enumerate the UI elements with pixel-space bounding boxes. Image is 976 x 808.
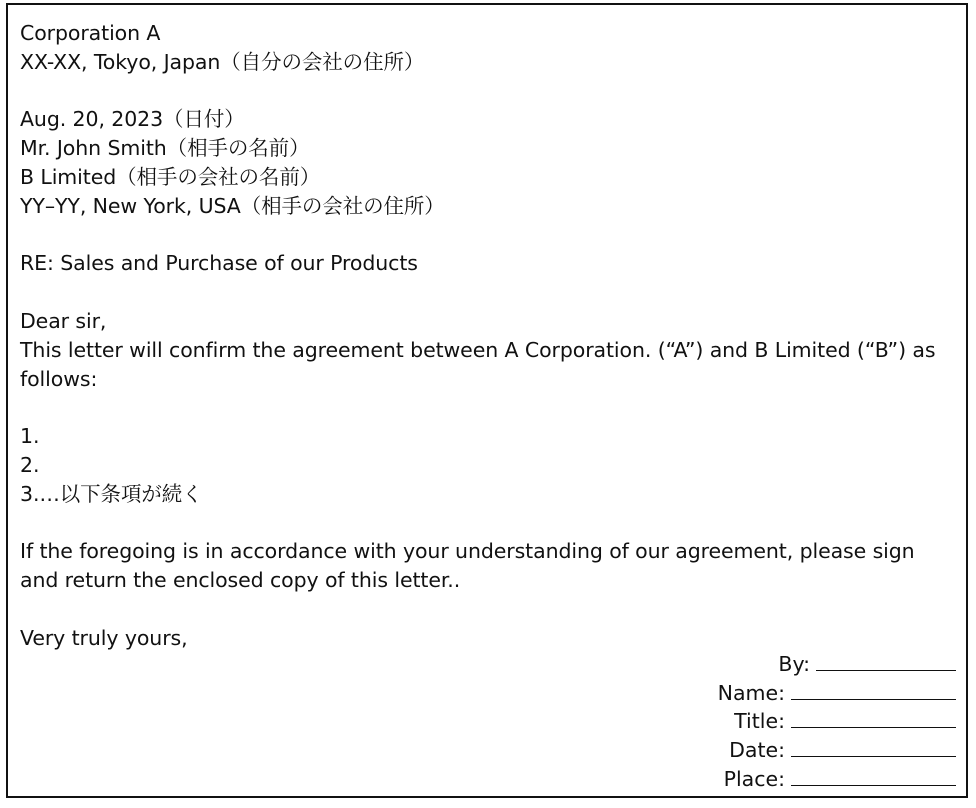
spacer [20, 221, 956, 250]
signature-title-blank [791, 709, 956, 728]
spacer [20, 393, 956, 422]
letter-body [20, 19, 956, 653]
list-item: 2. [20, 452, 40, 477]
spacer [20, 509, 956, 538]
spacer [20, 278, 956, 307]
signature-name-label: Name: [717, 680, 785, 705]
recipient-name: Mr. John Smith（相手の名前） [20, 136, 310, 161]
signature-name-row [718, 679, 956, 708]
sender-address: XX-XX, Tokyo, Japan（自分の会社の住所） [20, 49, 425, 74]
signature-by-blank [816, 652, 956, 671]
salutation: Dear sir, [20, 308, 107, 333]
signature-name-blank [791, 681, 956, 700]
signature-block [718, 650, 956, 794]
intro-paragraph: This letter will confirm the agreement between A Corporation. (“A”) and B Limited (“B”) as follows: [20, 337, 936, 391]
signature-title-row [718, 707, 956, 736]
signature-by-label: By: [778, 652, 810, 676]
signature-place-blank [791, 767, 956, 786]
valediction: Very truly yours, [20, 625, 188, 650]
subject-line: RE: Sales and Purchase of our Products [20, 251, 418, 276]
signature-place-row [718, 765, 956, 794]
recipient-address: YY–YY, New York, USA（相手の会社の住所） [20, 193, 445, 218]
letter-date: Aug. 20, 2023（日付） [20, 107, 245, 132]
signature-date-blank [791, 738, 956, 757]
signature-date-label: Date: [729, 738, 785, 763]
spacer [20, 77, 956, 106]
signature-date-row [718, 736, 956, 765]
list-item: 1. [20, 424, 40, 449]
list-item: 3.…以下条項が続く [20, 481, 203, 506]
sender-company: Corporation A [20, 21, 161, 45]
recipient-company: B Limited（相手の会社の名前） [20, 164, 321, 189]
closing-paragraph: If the foregoing is in accordance with your understanding of our agreement, please sign and return the enclosed copy of this letter.. [20, 539, 915, 593]
signature-title-label: Title: [734, 709, 785, 734]
spacer [20, 595, 956, 624]
signature-place-label: Place: [723, 766, 785, 791]
letter-frame [6, 3, 968, 798]
signature-by-row [718, 650, 956, 679]
